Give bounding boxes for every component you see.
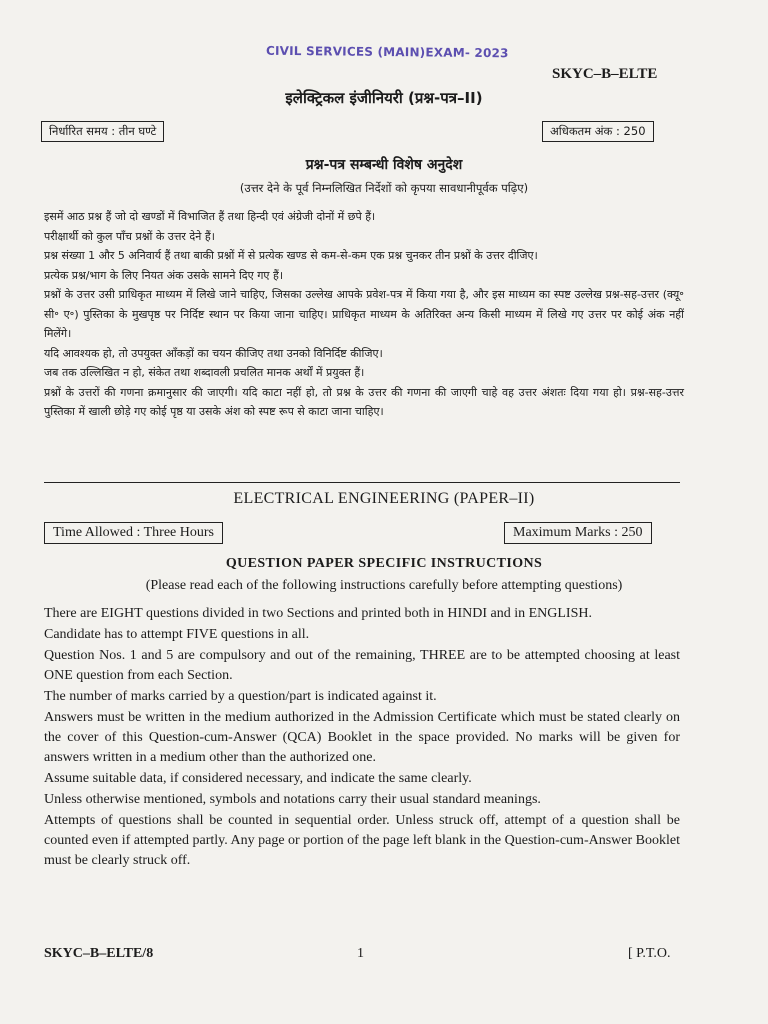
hindi-instruction: परीक्षार्थी को कुल पाँच प्रश्नों के उत्तर देने हैं।	[44, 229, 215, 243]
english-instruction: Answers must be written in the medium authorized in the Admission Certificate which must be stated clearly on the cover of this Question-cum-Answer (QCA) Booklet in the space provided. No marks will be given for answers written in a medium other than the authorized one.	[44, 710, 680, 765]
hindi-title: इलेक्ट्रिकल इंजीनियरी (प्रश्न-पत्र–II)	[285, 89, 483, 107]
english-subheading: (Please read each of the following instructions carefully before attempting questions)	[145, 578, 623, 593]
footer-code: SKYC–B–ELTE/8	[44, 946, 154, 961]
english-time-box: Time Allowed : Three Hours	[44, 522, 223, 544]
english-instruction: Candidate has to attempt FIVE questions in all.	[44, 627, 310, 642]
exam-stamp: CIVIL SERVICES (MAIN)EXAM- 2023	[265, 43, 509, 61]
english-instruction: Question Nos. 1 and 5 are compulsory and out of the remaining, THREE are to be attempted choosing at least ONE question from each Section.	[44, 648, 680, 683]
english-instruction: Unless otherwise mentioned, symbols and notations carry their usual standard meanings.	[44, 792, 541, 807]
hindi-instruction: इसमें आठ प्रश्न हैं जो दो खण्डों में विभाजित हैं तथा हिन्दी एवं अंग्रेजी दोनों में छपे हैं।	[44, 210, 376, 223]
hindi-time-box: निर्धारित समय : तीन घण्टे	[41, 121, 164, 142]
paper-code: SKYC–B–ELTE	[552, 66, 658, 82]
hindi-instructions	[44, 207, 684, 422]
hindi-instruction: यदि आवश्यक हो, तो उपयुक्त आँकड़ों का चयन कीजिए तथा उनको विनिर्दिष्ट कीजिए।	[44, 346, 383, 360]
hindi-instruction: प्रश्नों के उत्तरों की गणना क्रमानुसार की जाएगी। यदि काटा नहीं हो, तो प्रश्न के उत्तर की गणना की जाएगी चाहे वह उत्तर अंशतः दिया गया हो। प्रश्न-सह-उत्तर पुस्तिका में खाली छोड़े गए कोई पृष्ठ या उसके अंश को स्पष्ट रूप से काटा जाना चाहिए।	[44, 385, 684, 418]
section-divider	[44, 482, 680, 483]
hindi-heading: प्रश्न-पत्र सम्बन्धी विशेष अनुदेश	[305, 157, 463, 173]
english-instruction: Assume suitable data, if considered necessary, and indicate the same clearly.	[44, 771, 472, 786]
english-heading: QUESTION PAPER SPECIFIC INSTRUCTIONS	[225, 556, 543, 571]
english-marks-box: Maximum Marks : 250	[504, 522, 652, 544]
hindi-subheading: (उत्तर देने के पूर्व निम्नलिखित निर्देशों को कृपया सावधानीपूर्वक पढ़िए)	[239, 181, 529, 195]
hindi-instruction: जब तक उल्लिखित न हो, संकेत तथा शब्दावली प्रचलित मानक अर्थों में प्रयुक्त हैं।	[44, 366, 365, 379]
page-number: 1	[357, 946, 364, 961]
english-instructions	[44, 604, 680, 872]
hindi-instruction: प्रश्न संख्या 1 और 5 अनिवार्य हैं तथा बाकी प्रश्नों में से प्रत्येक खण्ड से कम-से-कम एक प्रश्न चुनकर तीन प्रश्नों के उत्तर दीजिए।	[44, 249, 538, 262]
hindi-instruction: प्रश्नों के उत्तर उसी प्राधिकृत माध्यम में लिखे जाने चाहिए, जिसका उल्लेख आपके प्रवेश-पत्र में किया गया है, और इस माध्यम का स्पष्ट उल्लेख प्रश्न-सह-उत्तर (क्यू॰ सी॰ ए॰) पुस्तिका के मुखपृष्ठ पर निर्दिष्ट स्थान पर किया जाना चाहिए। प्राधिकृत माध्यम के अतिरिक्त अन्य किसी माध्यम में लिखे गए उत्तर पर कोई अंक नहीं मिलेंगे।	[44, 288, 684, 340]
english-instruction: There are EIGHT questions divided in two Sections and printed both in HINDI and in ENGLISH.	[44, 606, 592, 621]
pto-label: [ P.T.O.	[628, 946, 671, 961]
english-instruction: The number of marks carried by a question/part is indicated against it.	[44, 689, 437, 704]
english-instruction: Attempts of questions shall be counted in sequential order. Unless struck off, attempt of a question shall be counted even if attempted partly. Any page or portion of the page left blank in the Question-cum-Answer Booklet must be clearly struck off.	[44, 813, 680, 868]
hindi-instruction: प्रत्येक प्रश्न/भाग के लिए नियत अंक उसके सामने दिए गए हैं।	[44, 268, 283, 282]
english-title: ELECTRICAL ENGINEERING (PAPER–II)	[233, 490, 535, 507]
hindi-marks-box: अधिकतम अंक : 250	[542, 121, 654, 142]
